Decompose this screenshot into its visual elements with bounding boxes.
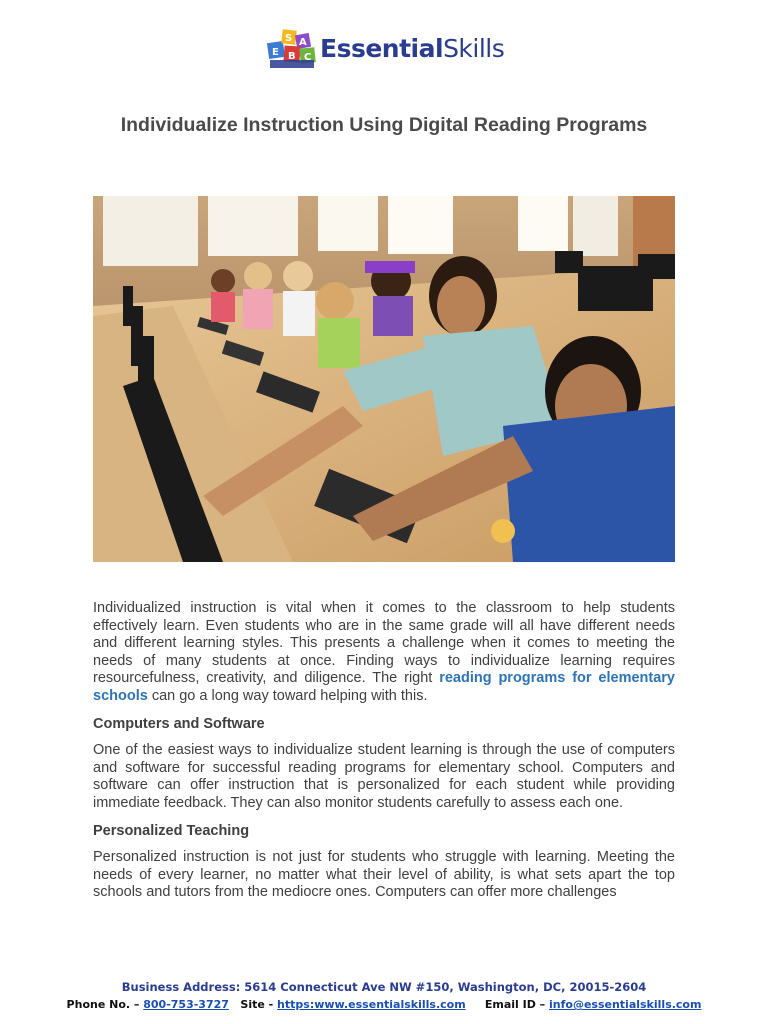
- contact-line: Phone No. – 800-753-3727 Site - https:www.essentialskills.com Email ID – info@essentialskills.com: [66, 998, 702, 1011]
- intro-paragraph: Individualized instruction is vital when it comes to the classroom to help students effectively learn. Even students who are in the same grade will all have different needs and different learning styles. This presents a challenge when it comes to meeting the needs of many students at once. Finding ways to individualize learning requires resourcefulness, creativity, and diligence. The right reading programs for elementary schools can go a long way toward helping with this.: [93, 600, 675, 704]
- email-link[interactable]: info@essentialskills.com: [549, 998, 702, 1011]
- personalized-paragraph: Personalized instruction is not just for students who struggle with learning. Meeting the needs of every learner, no matter what their level of ability, is what sets apart the top schools and tutors from the mediocre ones. Computers can offer more challenges: [93, 849, 675, 900]
- svg-text:A: A: [299, 37, 307, 48]
- page-footer: [0, 979, 768, 1013]
- logo-wordmark: EssentialSkills: [320, 34, 505, 63]
- classroom-photo: [93, 196, 675, 562]
- article-body: [93, 600, 675, 912]
- svg-text:B: B: [288, 51, 296, 62]
- site-link[interactable]: https:www.essentialskills.com: [277, 998, 466, 1011]
- computers-paragraph: One of the easiest ways to individualize student learning is through the use of computers and software for successful reading programs for elementary school. Computers and software can offer instruction that is personalized for each student while providing immediate feedback. They can also monitor students carefully to assess each one.: [93, 742, 675, 811]
- business-address: Business Address: 5614 Connecticut Ave NW #150, Washington, DC, 20015-2604: [121, 980, 647, 994]
- svg-text:S: S: [285, 33, 293, 44]
- phone-link[interactable]: 800-753-3727: [143, 998, 229, 1011]
- svg-text:E: E: [272, 47, 279, 58]
- svg-text:C: C: [304, 52, 312, 63]
- essential-skills-logo: [266, 26, 506, 76]
- letter-blocks-icon: [266, 26, 320, 76]
- section-heading-personalized: Personalized Teaching: [93, 823, 250, 839]
- page-title: Individualize Instruction Using Digital Reading Programs: [120, 114, 648, 136]
- section-heading-computers: Computers and Software: [93, 716, 265, 732]
- reading-programs-link[interactable]: reading programs for elementary schools: [93, 670, 675, 704]
